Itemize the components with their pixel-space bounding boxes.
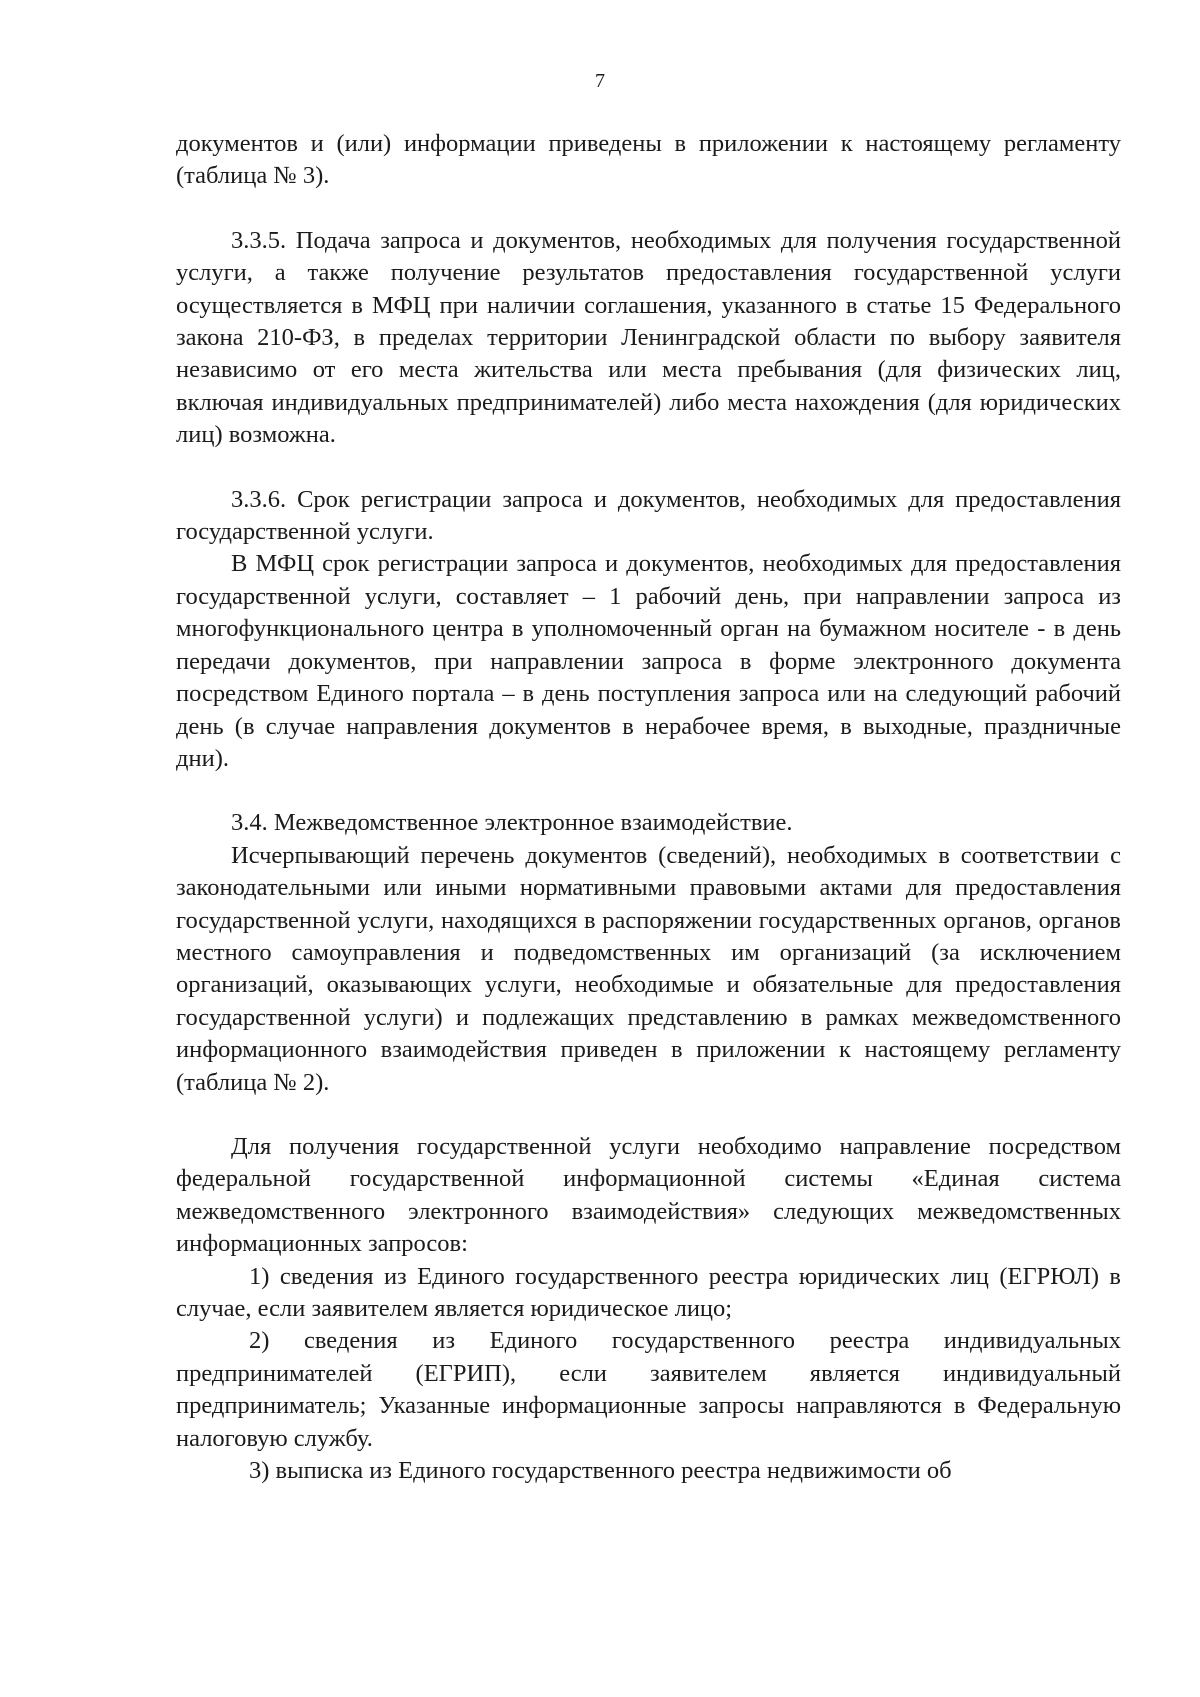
paragraph-continuation: документов и (или) информации приведены в приложении к настоящему регламенту (таблица № 3). <box>176 130 1121 190</box>
list-item-3: 3) выписка из Единого государственного реестра недвижимости об <box>249 1457 952 1485</box>
list-item-1: 1) сведения из Единого государственного реестра юридических лиц (ЕГРЮЛ) в случае, если заявителем является юридическое лицо; <box>176 1262 1121 1322</box>
document-body <box>176 128 1121 1487</box>
page-number: 7 <box>595 70 605 92</box>
paragraph-3-3-6-heading: 3.3.6. Срок регистрации запроса и документов, необходимых для предоставления государственной услуги. <box>176 485 1121 546</box>
paragraph-exhaustive-list: Исчерпывающий перечень документов (сведений), необходимых в соответствии с законодательными или иными нормативными правовыми актами для предоставления государственной услуги, находящихся в распоряжении государственных органов, органов местного самоуправления и подведомственных им организаций (за исключением организаций, оказывающих услуги, необходимые и обязательные для предоставления государственной услуги) и подлежащих представлению в рамках межведомственного информационного взаимодействия приведен в приложении к настоящему регламенту (таблица № 2). <box>176 841 1121 1096</box>
list-item-2: 2) сведения из Единого государственного реестра индивидуальных предпринимателей (ЕГРИП), если заявителем является индивидуальный предприниматель; Указанные информационные запросы направляются в Федеральную налоговую службу. <box>176 1327 1121 1452</box>
paragraph-interagency-requests: Для получения государственной услуги необходимо направление посредством федеральной государственной информационной системы «Единая система межведомственного электронного взаимодействия» следующих межведомственных информационных запросов: <box>176 1132 1121 1258</box>
paragraph-3-4-heading: 3.4. Межведомственное электронное взаимодействие. <box>231 809 793 837</box>
paragraph-3-3-5: 3.3.5. Подача запроса и документов, необходимых для получения государственной услуги, а также получение результатов предоставления государственной услуги осуществляется в МФЦ при наличии соглашения, указанного в статье 15 Федерального закона 210-ФЗ, в пределах территории Ленинградской области по выбору заявителя независимо от его места жительства или места пребывания (для физических лиц, включая индивидуальных предпринимателей) либо места нахождения (для юридических лиц) возможна. <box>176 226 1121 449</box>
paragraph-mfc-registration-term: В МФЦ срок регистрации запроса и документов, необходимых для предоставления государственной услуги, составляет – 1 рабочий день, при направлении запроса из многофункционального центра в уполномоченный орган на бумажном носителе - в день передачи документов, при направлении запроса в форме электронного документа посредством Единого портала – в день поступления запроса или на следующий рабочий день (в случае направления документов в нерабочее время, в выходные, праздничные дни). <box>176 550 1121 772</box>
